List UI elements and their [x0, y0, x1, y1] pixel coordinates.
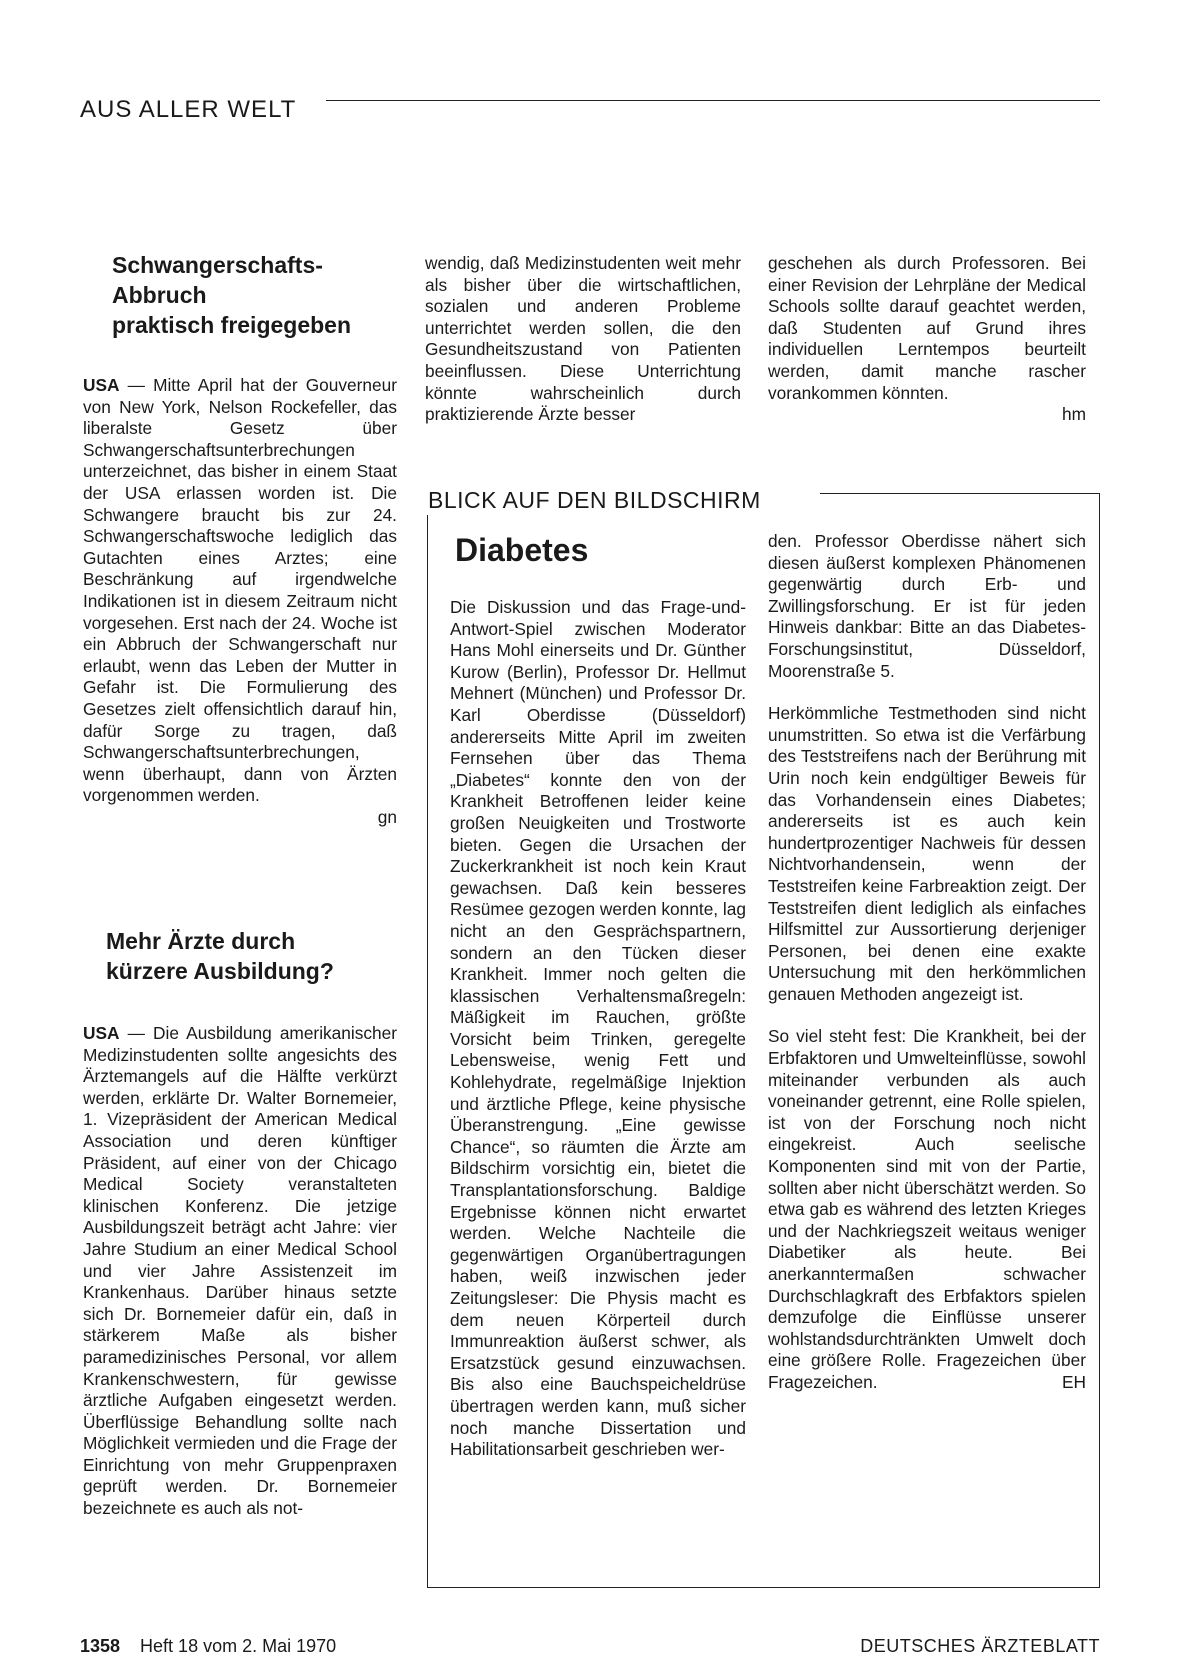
section-title: AUS ALLER WELT: [80, 96, 297, 123]
article2-lead: USA: [83, 1023, 120, 1043]
box-border-bottom: [427, 1587, 1100, 1588]
article2-body-part1: — Die Ausbildung amerikanischer Medizinstudenten sollte angesichts des Ärztemangels auf die Hälfte verkürzt werden, erklärte Dr. Walter Bornemeier, 1. Vizepräsident der American Medical Association und deren künftiger Präsident, auf einer von der Chicago Medical Society veranstalteten klinischen Konferenz. Die jetzige Ausbildungszeit beträgt acht Jahre: vier Jahre Studium an einer Medical School und vier Jahre Assistenzeit im Krankenhaus. Darüber hinaus setzte sich Dr. Bornemeier dafür ein, daß in stärkerem Maße als bisher paramedizinisches Personal, vor allem Krankenschwestern, für gewisse ärztliche Aufgaben eingesetzt werden. Überflüssige Behandlung sollte nach Möglichkeit vermieden und die Frage der Einrichtung von mehr Gruppenpraxen geprüft werden. Dr. Bornemeier bezeichnete es auch als not-: [83, 1023, 397, 1519]
article2-body-part3: geschehen als durch Professoren. Bei einer Revision der Lehrpläne der Medical Schools sollte darauf geachtet werden, daß Studenten auf Grund ihres individuellen Lerntempos beurteilt werden, damit manche rascher vorankommen könnten.: [768, 253, 1086, 403]
box-border-right: [1099, 493, 1100, 1588]
article2-body-part2: wendig, daß Medizinstudenten weit mehr als bisher über die wirtschaftlichen, sozialen und anderen Probleme unterrichtet werden sollen, die den Gesundheitszustand von Patienten beeinflussen. Diese Unterrichtung könnte wahrscheinlich durch praktizierende Ärzte besser: [425, 253, 741, 425]
article1-body-column: [83, 375, 397, 828]
diabetes-col1-text: Die Diskussion und das Frage-und-Antwort-Spiel zwischen Moderator Hans Mohl einerseits und Dr. Günther Kurow (Berlin), Professor Dr. Hellmut Mehnert (München) und Professor Dr. Karl Oberdisse (Düsseldorf) andererseits Mitte April im zweiten Fernsehen über das Thema „Diabetes“ konnte den von der Krankheit Betroffenen leider keine großen Neuigkeiten und Trostworte bieten. Gegen die Ursachen der Zuckerkrankheit ist noch kein Kraut gewachsen. Daß kein besseres Resümee gezogen werden konnte, lag nicht an den Gesprächspartnern, sondern an den Tücken dieser Krankheit. Immer noch gelten die klassischen Verhaltensmaßregeln: Mäßigkeit im Rauchen, größte Vorsicht beim Trinken, geregelte Lebensweise, wenig Fett und Kohlehydrate, regelmäßige Injektion und ärztliche Pflege, keine physische Überanstrengung. „Eine gewisse Chance“, so räumten die Ärzte am Bildschirm vorsichtig ein, bietet die Transplantationsforschung. Baldige Ergebnisse können nicht erwartet werden. Welche Nachteile die gegenwärtigen Organübertragungen haben, weiß inzwischen jeder Zeitungsleser: Die Physis macht es dem neuen Körperteil durch Immunreaktion äußerst schwer, als Ersatzstück gesund einzuwachsen. Bis also eine Bauchspeicheldrüse übertragen werden kann, muß sicher noch manche Dissertation und Habilitationsarbeit geschrieben wer-: [450, 597, 746, 1460]
diabetes-signature: EH: [1061, 1371, 1086, 1392]
section-rule: [326, 100, 1100, 101]
diabetes-title: Diabetes: [455, 532, 589, 568]
article2-body-column-2: [425, 253, 741, 426]
diabetes-col2-paragraph-3: So viel steht fest: Die Krankheit, bei der Erbfaktoren und Umwelteinflüsse, sowohl miteinander verbunden als auch voneinander getrennt, eine Rolle spielen, ist von der Forschung noch nicht eingekreist. Auch seelische Komponenten sind mit von der Partie, sollten aber nicht überschätzt werden. So etwa gab es während des letzten Krieges und der Nachkriegszeit weitaus weniger Diabetiker als heute. Bei anerkanntermaßen schwacher Durchschlagkraft des Erbfaktors spielen demzufolge die Einflüsse unserer wohlstandsdurchtränkten Umwelt doch eine größere Rolle. Fragezeichen über Fragezeichen.: [768, 1026, 1086, 1392]
article1-signature: gn: [377, 806, 397, 827]
issue-info: Heft 18 vom 2. Mai 1970: [140, 1636, 337, 1656]
box-header: BLICK AUF DEN BILDSCHIRM: [428, 487, 761, 513]
footer-left: [80, 1636, 336, 1657]
box-border-left: [427, 515, 428, 1588]
diabetes-column-2: [768, 531, 1086, 1394]
diabetes-column-1: [450, 597, 746, 1461]
box-border-top: [820, 493, 1100, 494]
page-number: 1358: [80, 1636, 121, 1656]
article2-signature: hm: [1061, 404, 1086, 425]
diabetes-col2-paragraph-1: den. Professor Oberdisse nähert sich diesen äußerst komplexen Phänomenen gegenwärtig durch Erb- und Zwillingsforschung. Er ist für jeden Hinweis dankbar: Bitte an das Diabetes-Forschungsinstitut, Düsseldorf, Moorenstraße 5.: [768, 531, 1086, 681]
article2-body-column-1: [83, 1023, 397, 1520]
journal-name: DEUTSCHES ÄRZTEBLATT: [860, 1636, 1100, 1656]
diabetes-col2-paragraph-2: Herkömmliche Testmethoden sind nicht unumstritten. So etwa ist die Verfärbung des Teststreifens nach der Berührung mit Urin noch kein endgültiger Beweis für das Vorhandensein eines Diabetes; andererseits ist es auch kein hundertprozentiger Nachweis für dessen Nichtvorhandensein, wenn der Teststreifen keine Farbreaktion zeigt. Der Teststreifen dient lediglich als einfaches Hilfsmittel zur Aussortierung derjeniger Personen, bei denen eine exakte Untersuchung mit den herkömmlichen genauen Methoden angezeigt ist.: [768, 703, 1086, 1004]
article2-body-column-3: [768, 253, 1086, 426]
article2-headline: Mehr Ärzte durch kürzere Ausbildung?: [106, 928, 334, 984]
article1-body: — Mitte April hat der Gouverneur von New York, Nelson Rockefeller, das liberalste Gesetz über Schwangerschaftsunterbrechungen unterzeichnet, das bisher in einem Staat der USA erlassen worden ist. Die Schwangere braucht bis zur 24. Schwangerschaftswoche lediglich das Gutachten eines Arztes; eine Beschränkung auf irgendwelche Indikationen ist in diesem Zeitraum nicht vorgesehen. Erst nach der 24. Woche ist ein Abbruch der Schwangerschaft nur erlaubt, wenn das Leben der Mutter in Gefahr ist. Die Formulierung des Gesetzes zielt offensichtlich darauf hin, dafür Sorge zu tragen, daß Schwangerschaftsunterbrechungen, wenn überhaupt, dann von Ärzten vorgenommen werden.: [83, 375, 397, 806]
article1-lead: USA: [83, 375, 120, 395]
article1-headline: Schwangerschafts- Abbruch praktisch freigegeben: [112, 252, 352, 338]
